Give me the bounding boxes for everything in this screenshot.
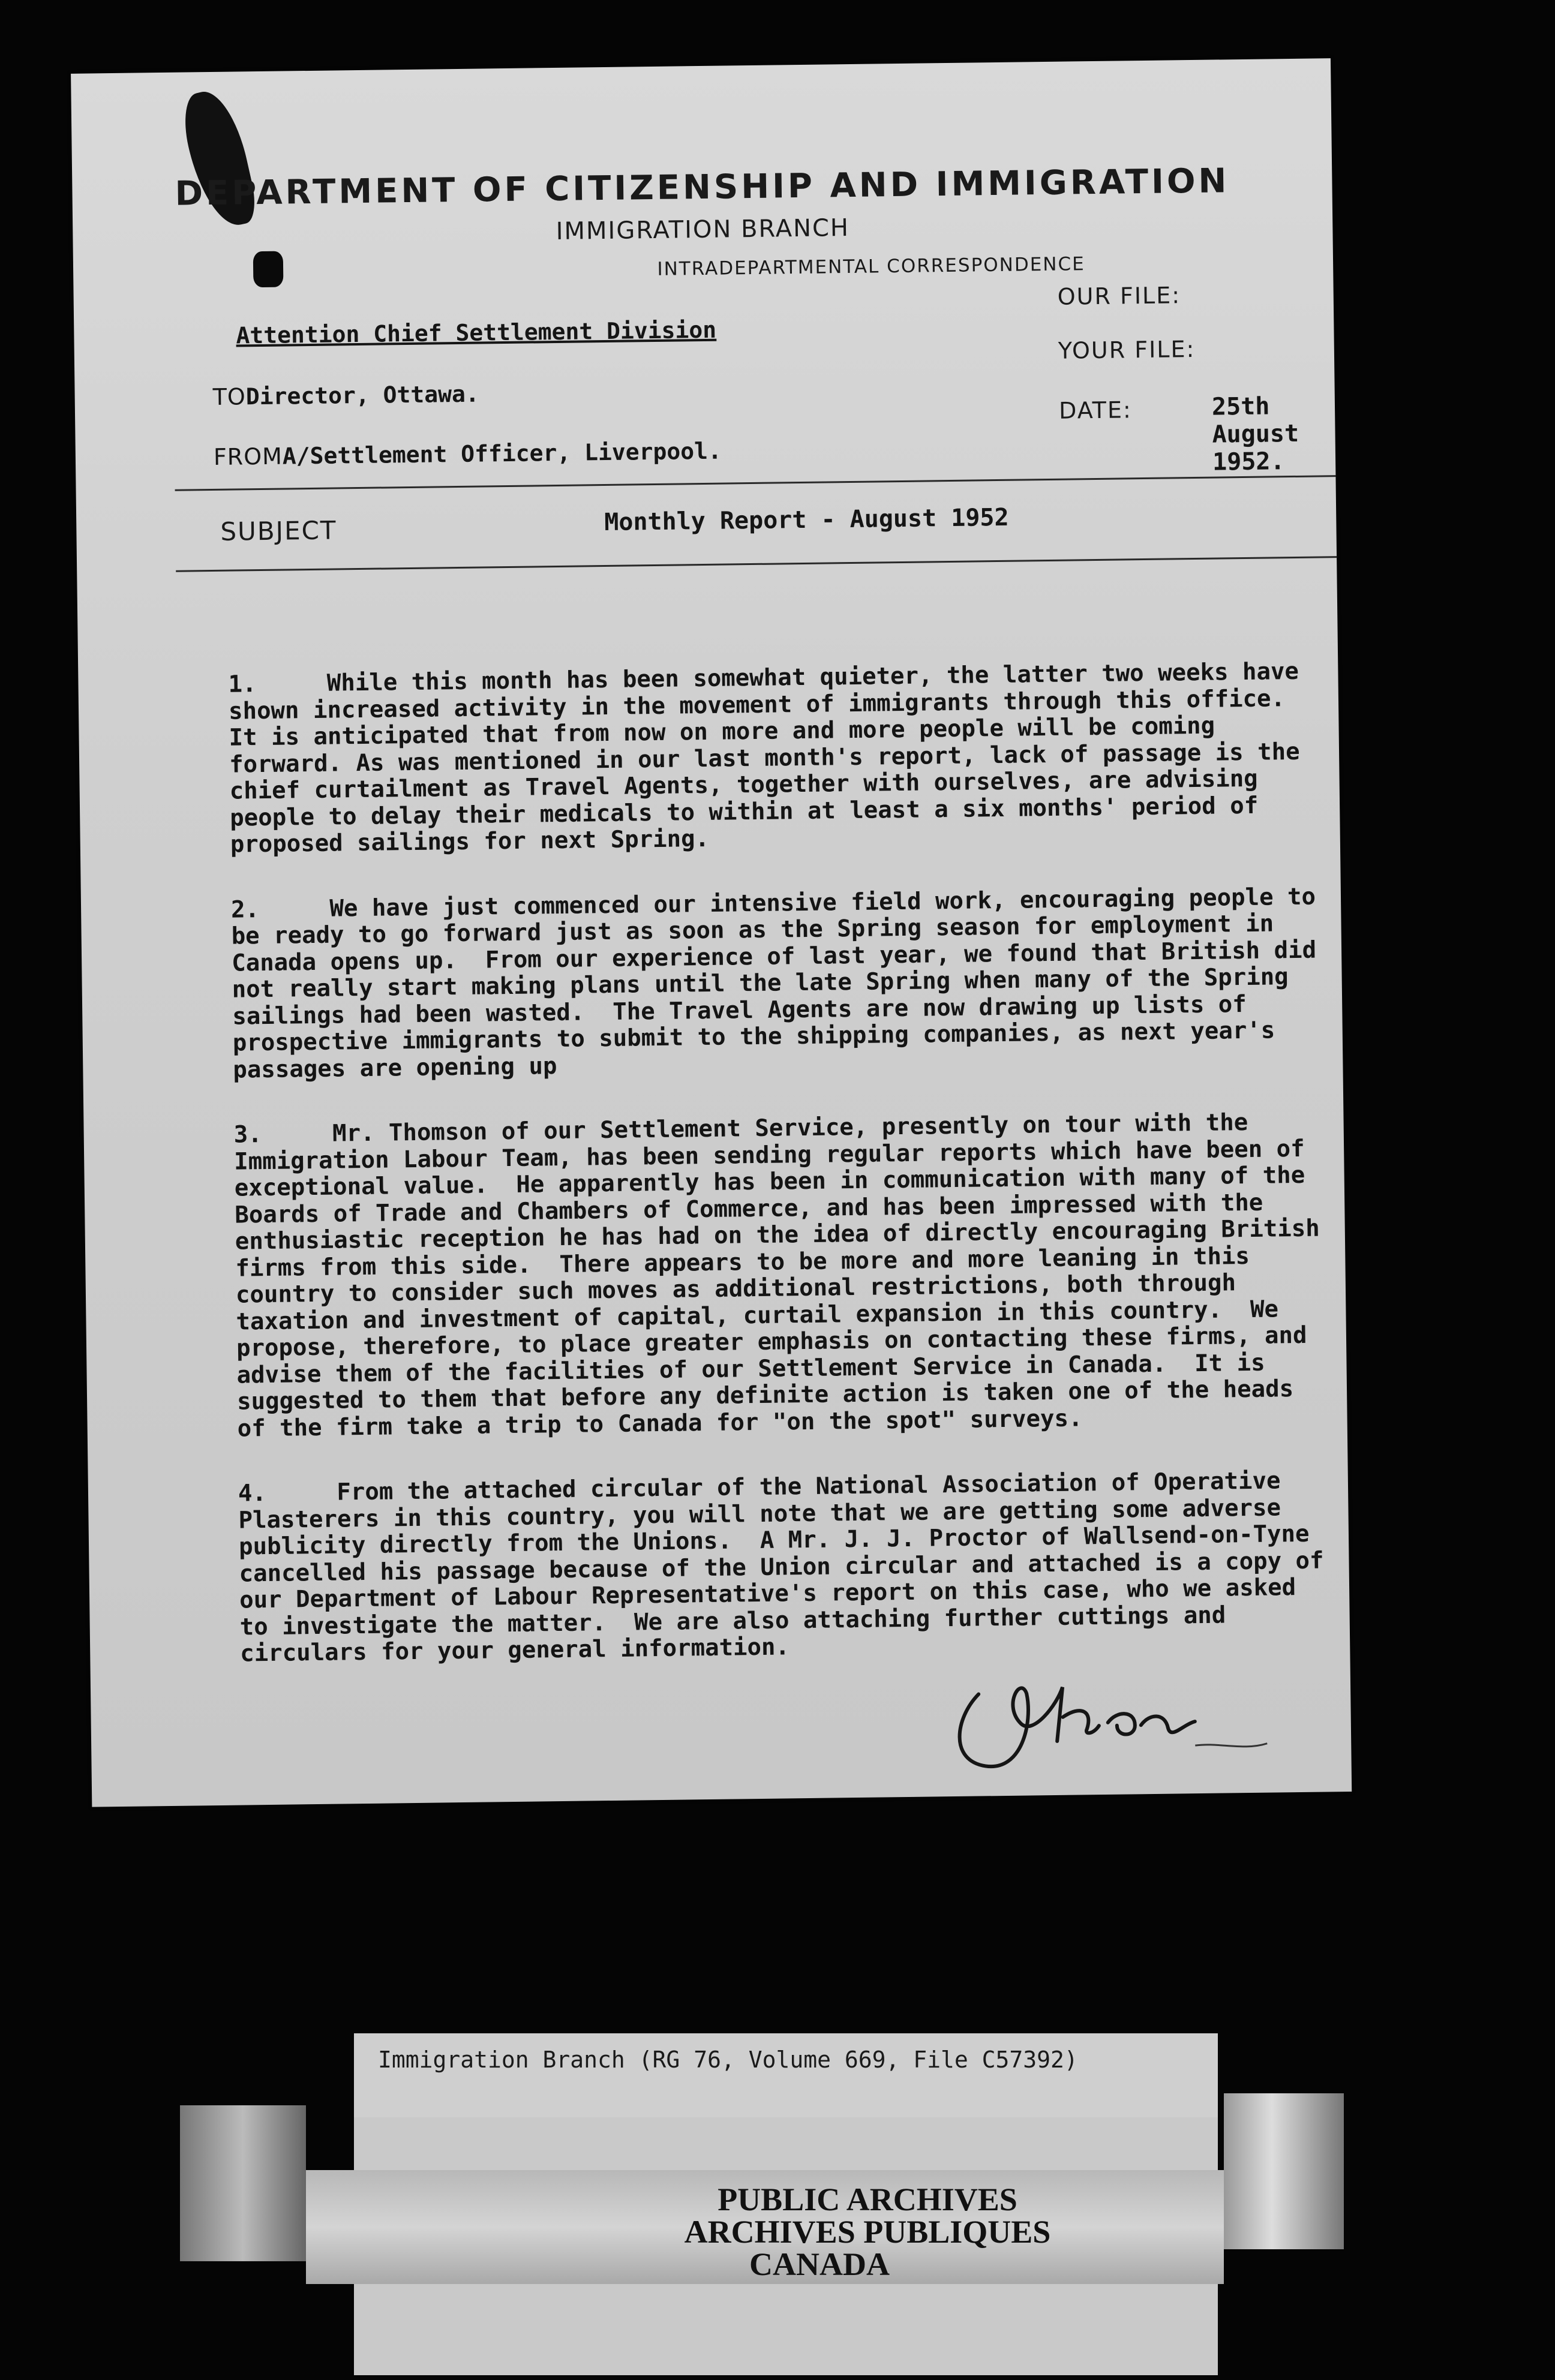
paragraph-2: 2. We have just commenced our intensive field work, encouraging people to be ready to go forward just as soon as the Spring season for employment in Canada opens up. From our experience of last year, we found that British did not really start making plans until the late Spring when many of the Spring sailings had been wasted. The Travel Agents are now drawing up lists of prospective immigrants to submit to the shipping companies, as next year's passages are opening up (230, 882, 1331, 1084)
our-file-label: OUR FILE: (1057, 282, 1181, 310)
date-label: DATE: (1058, 396, 1132, 424)
subject-value: Monthly Report - August 1952 (604, 503, 1009, 537)
paragraph-4: 4. From the attached circular of the National Association of Operative Plasterers in this country, you will note that we are getting some adverse publicity directly from the Unions. A Mr. J. J. Proctor of Wallsend-on-Tyne cancelled his passage because of the Union circular and attached is a copy of our Department of Labour Representative's report on this case, who we asked to investigate the matter. We are also attaching further cuttings and circulars for your general information. (238, 1467, 1338, 1667)
paragraph-3: 3. Mr. Thomson of our Settlement Service, presently on tour with the Immigration Labour Team, has been sending regular reports which have been of exceptional value. He apparently has been in communication with many of the Boards of Trade and Chambers of Commerce, and has been impressed with the enthusiastic reception he has had on the idea of directly encouraging British firms from this side. There appears to be more and more leaning in this country to consider such moves as additional restrictions, both through taxation and investment of capital, curtail expansion in this country. We propose, therefore, to place greater emphasis on contacting these firms, and advise them of the facilities of our Settlement Service in Canada. It is suggested to them that before any definite action is taken one of the heads of the firm take a trip to Canada for "on the spot" surveys. (233, 1108, 1334, 1443)
department-heading: DEPARTMENT OF CITIZENSHIP AND IMMIGRATION (175, 161, 1230, 214)
stamp-archives-publiques: ARCHIVES PUBLIQUES (684, 2214, 1051, 2250)
divider-bottom (176, 556, 1337, 572)
branch-heading: IMMIGRATION BRANCH (556, 214, 850, 245)
from-value: A/Settlement Officer, Liverpool. (282, 437, 722, 470)
to-line (212, 381, 479, 410)
to-label: TO (212, 383, 247, 410)
archive-caption-card (354, 2033, 1218, 2117)
from-line (214, 438, 722, 470)
stamp-canada: CANADA (749, 2246, 890, 2282)
archive-reference: Immigration Branch (RG 76, Volume 669, File C57392) (378, 2047, 1078, 2073)
date-value: 25th August 1952. (1211, 392, 1299, 476)
attention-line: Attention Chief Settlement Division (236, 316, 717, 349)
memo-body (228, 657, 1338, 1706)
from-label: FROM (213, 443, 283, 470)
paragraph-1: 1. While this month has been somewhat quieter, the latter two weeks have shown increased activity in the movement of immigrants through this office. It is anticipated that from now on more and more people will be coming forward. As was mentioned in our last month's report, lack of passage is the chief curtailment as Travel Agents, together with ourselves, are advising people to delay their medicals to within at least a six months' period of proposed sailings for next Spring. (228, 657, 1314, 858)
stamp-public-archives: PUBLIC ARCHIVES (718, 2181, 1017, 2217)
to-value: Director, Ottawa. (245, 380, 479, 410)
memo-page (71, 58, 1352, 1807)
your-file-label: YOUR FILE: (1058, 335, 1196, 364)
signature (942, 1666, 1280, 1778)
correspondence-heading: INTRADEPARTMENTAL CORRESPONDENCE (657, 253, 1085, 280)
subject-label: SUBJECT (220, 515, 337, 546)
divider-top (175, 475, 1336, 491)
